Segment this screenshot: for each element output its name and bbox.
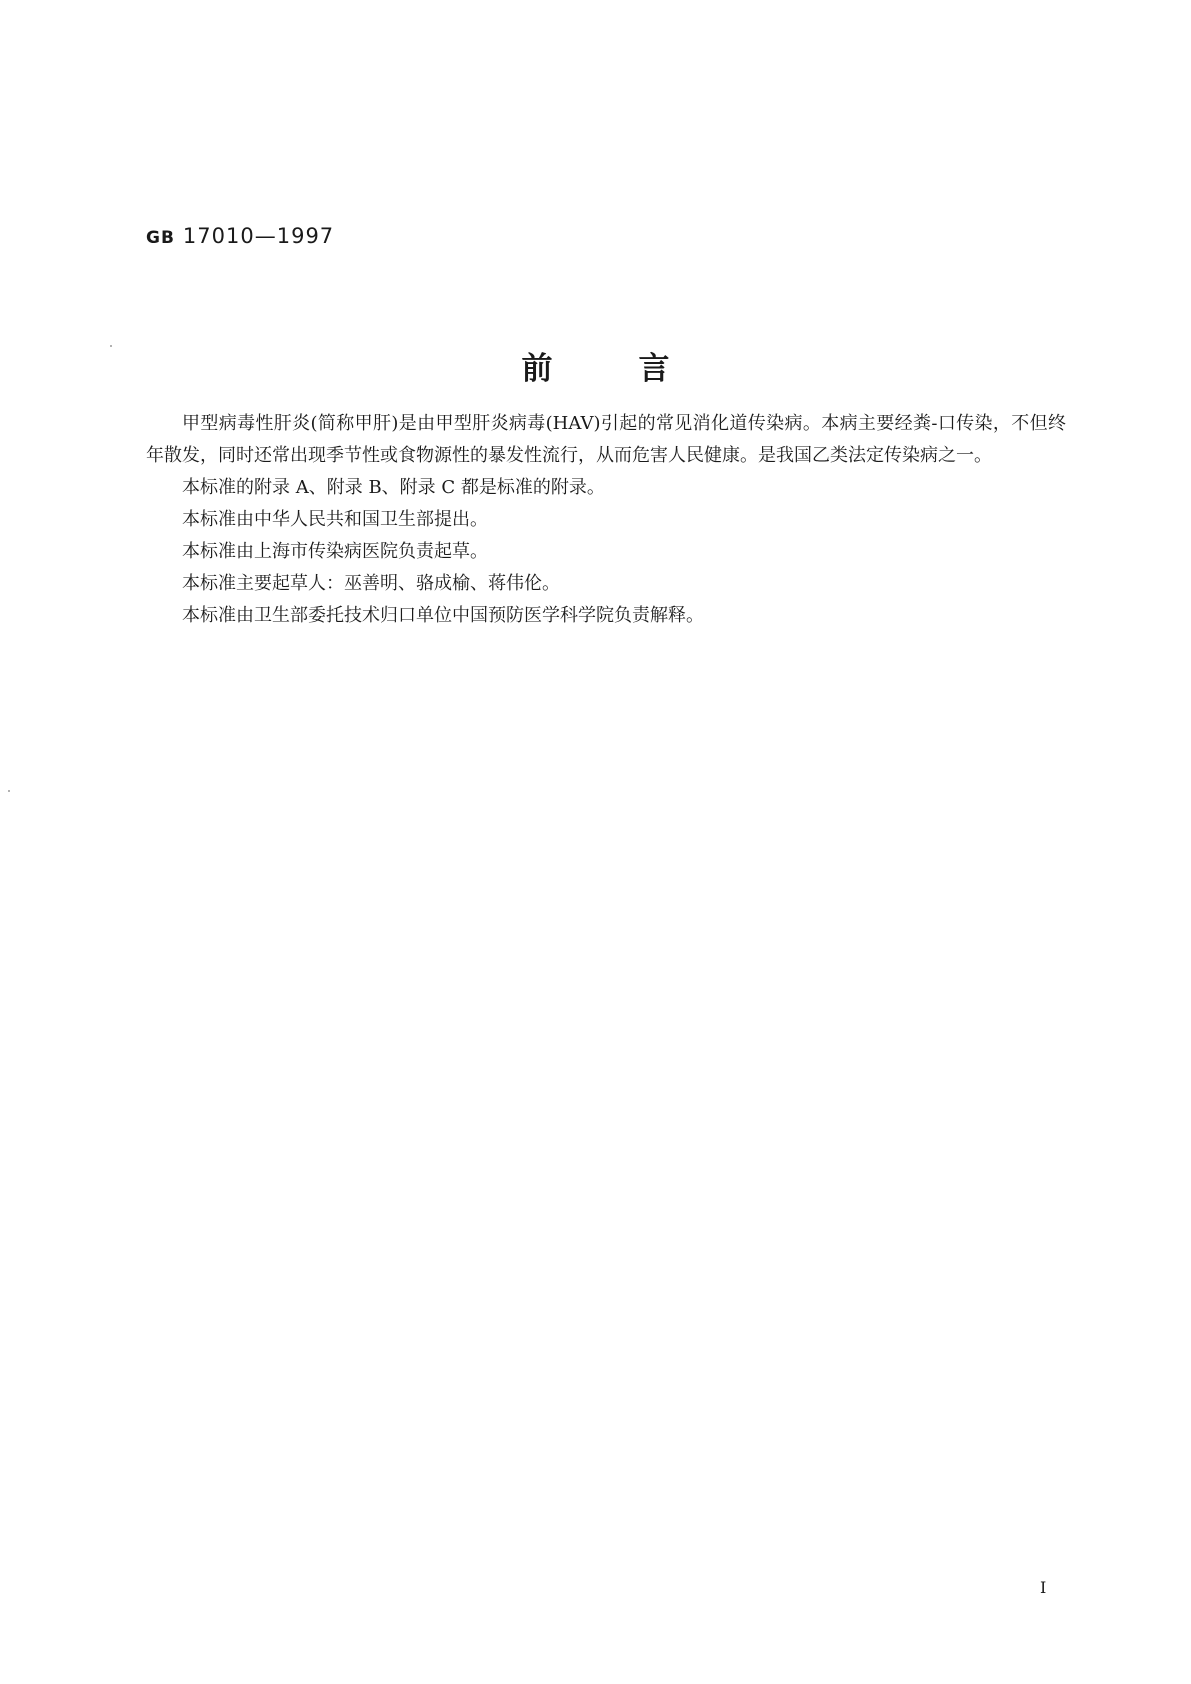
standard-code: 17010—1997 bbox=[182, 224, 335, 248]
paragraph-authors: 本标准主要起草人：巫善明、骆成榆、蒋伟伦。 bbox=[182, 573, 560, 594]
paragraph-appendices: 本标准的附录 A、附录 B、附录 C 都是标准的附录。 bbox=[182, 477, 605, 498]
scan-speck bbox=[8, 790, 10, 792]
foreword-body bbox=[146, 408, 1066, 632]
paragraph-intro: 甲型病毒性肝炎(简称甲肝)是由甲型肝炎病毒(HAV)引起的常见消化道传染病。本病主要经粪-口传染，不但终年散发，同时还常出现季节性或食物源性的暴发性流行，从而危害人民健康。是我国乙类法定传染病之一。 bbox=[146, 413, 1066, 466]
paragraph-drafter: 本标准由上海市传染病医院负责起草。 bbox=[182, 541, 488, 562]
paragraph-proposer: 本标准由中华人民共和国卫生部提出。 bbox=[182, 509, 488, 530]
page-number: I bbox=[1040, 1578, 1047, 1597]
page-title: 前言 bbox=[521, 351, 756, 387]
paragraph-interpretation: 本标准由卫生部委托技术归口单位中国预防医学科学院负责解释。 bbox=[182, 605, 704, 626]
scan-speck bbox=[110, 345, 112, 347]
standard-prefix: GB bbox=[146, 228, 175, 248]
standard-number bbox=[146, 224, 334, 248]
